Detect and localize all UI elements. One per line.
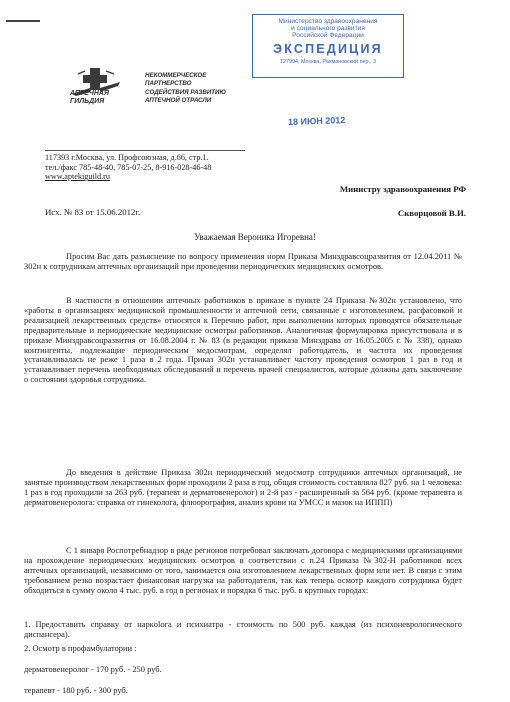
address-divider	[45, 150, 245, 151]
paragraph	[24, 468, 462, 508]
stamp-header-line: Министерство здравоохранения	[278, 18, 378, 25]
logo-name-line: АПТЕЧНАЯ	[70, 90, 110, 97]
paragraph-text: Просим Вас дать разъяснение по вопросу применения норм Приказа Минздравсоцразвития от 12.04.2011 № 302н к сотрудникам аптечных организаций при проведении периодических медицинских осмотров.	[24, 251, 462, 271]
logo-name-line: ГИЛЬДИЯ	[70, 98, 105, 105]
stamp-received-date: 18 ИЮН 2012	[287, 115, 346, 127]
paragraph	[24, 296, 462, 385]
address-line: 117393 г.Москва, ул. Профсоюзная, д.66, стр.1.	[45, 153, 209, 162]
registry-stamp	[252, 14, 404, 78]
list-item: дерматовенеролог - 170 руб. - 250 руб.	[24, 664, 162, 674]
stamp-header-line: и социального развития	[291, 25, 365, 33]
list-item: терапевт - 180 руб. - 300 руб.	[24, 685, 128, 695]
org-line: СОДЕЙСТВИЯ РАЗВИТИЮ	[145, 88, 226, 96]
list-item: 2. Осмотр в профамбулатории :	[24, 643, 137, 653]
recipient-title: Министру здравоохранения РФ	[339, 184, 466, 194]
logo-name	[70, 90, 150, 106]
org-line: АПТЕЧНОЙ ОТРАСЛИ	[145, 97, 212, 105]
paragraph	[24, 546, 462, 596]
paragraph-text: С 1 января Роспотребнадзор в ряде регионов потребовал заключать договора с медицинскими организациями на прохождение периодических медицинских осмотров в соответствии с п.24 Приказа №302-Н работников всех аптечных организаций, независимо от того, занимается она изготовлением лекарственных форм или нет. В связи с этим требованием резко возрастает финансовая нагрузка на работодателя, так как теперь осмотр каждого сотрудника будет обходиться в сумму около 4 тыс. руб. в год в регионах и порядка 6 тыс. руб. в крупных городах:	[24, 545, 462, 595]
recipient-name: Скворцовой В.И.	[397, 208, 466, 218]
sender-address	[45, 153, 211, 182]
org-line: ПАРТНЕРСТВО	[145, 80, 192, 88]
list-item-text: 1. Предоставить справку от наркolога и психиатра - стоимость по 500 руб. каждая (из психоневрологического диспансера).	[24, 619, 462, 639]
organization-description	[145, 72, 265, 106]
salutation: Уважаемая Вероника Игоревна!	[194, 232, 316, 242]
org-line: НЕКОММЕРЧЕСКОЕ	[145, 72, 207, 79]
paragraph-text: До введения в действие Приказа 302н периодический медосмотр сотрудники аптечных организаций, не занятые производством лекарственных форм проходили 2 раза в год, общая стоимость составляла 827 руб. на 1 человека: 1 раз в год проходили за 263 руб. (терапевт и дерматовенеролог) и 2-й раз - расширенный за 564 руб. (кроме терапевта и дерматовенеролога: справка от гинеколога, флюорография, анализ крови на УМСС и мазок на ИППП)	[24, 467, 462, 507]
stamp-header	[253, 18, 403, 40]
list-item	[24, 620, 462, 640]
stamp-title: ЭКСПЕДИЦИЯ	[273, 41, 383, 56]
paragraph	[24, 252, 462, 272]
paragraph-text: В частности в отношении аптечных работников в приказе в пункте 24 Приказа №302н установлено, что «работы в организациях медицинской промышленности и аптечной сети, связанные с изготовлением, расфасовкой и реализацией лекарственных средств» относятся к Перечню работ, при выполнении которых проводятся обязательные предварительные и периодические медицинские осмотры работников. Аналогичная формулировка присутствовала и в приказе Минздравсоцразвития от 16.08.2004 г. № 83 (в редакции приказа Минздрава от 16.05.2005 г. № 338), однако контингенты, подлежащие периодическим медосмотрам, определял работодатель, и частота их проведения устанавливалась не реже 1 раза в 2 года. Приказ 302н устанавливает частоту проведения осмотров 1 раз в год и устанавливает перечень необходимых обследований и перечень врачей специалистов, которые должны дать заключение о состоянии здоровья сотрудника.	[24, 295, 462, 385]
website-link[interactable]: www.aptekiguild.ru	[45, 172, 110, 182]
stamp-header-line: Российской Федерации	[292, 32, 364, 40]
scan-edge-mark	[6, 20, 40, 22]
outgoing-number: Исх. № 83 от 15.06.2012г.	[45, 207, 141, 217]
phone-line: тел./факс 785-48-40, 785-07-25, 8-916-028-46-48	[45, 162, 212, 172]
stamp-address: 127994, Москва, Рахмановский пер., 3	[280, 58, 376, 65]
